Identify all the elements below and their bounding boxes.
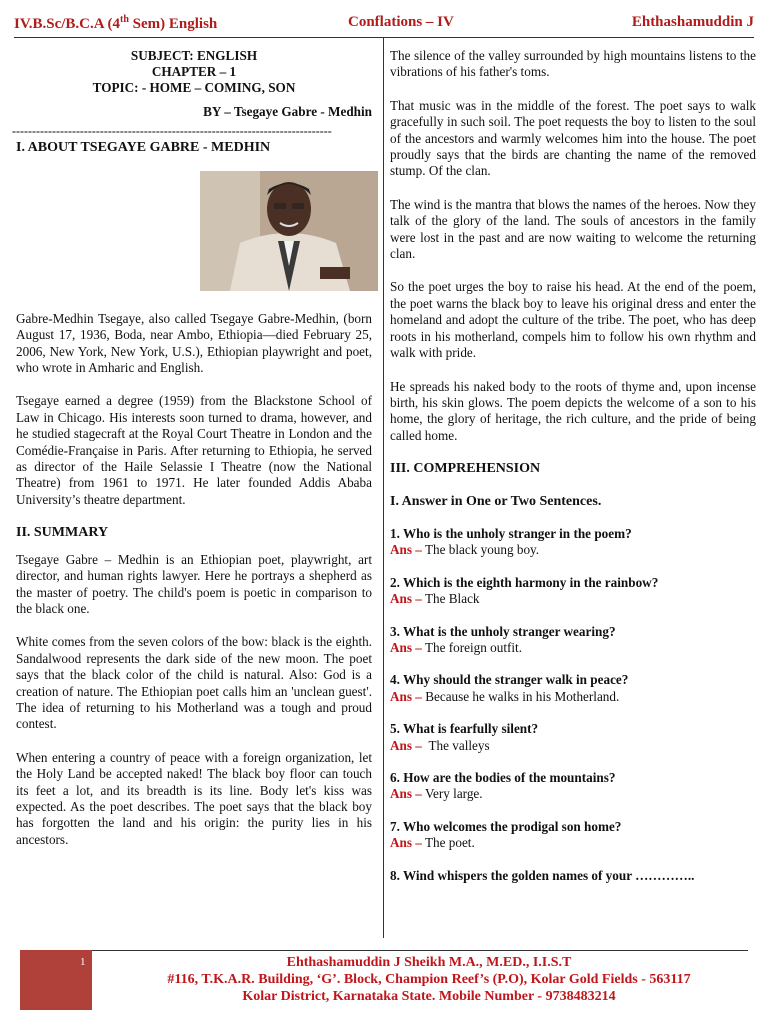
summary-paragraph-5: That music was in the middle of the forest. The poet says to walk gracefully in such soil. The poet requests the boy to listen to the soul of the ancestors and warmly welcomes him into the house. The poet proudly says that the birds are chanting the name of the removed stump. Of the clan. bbox=[390, 97, 756, 179]
question: 3. What is the unholy stranger wearing? bbox=[390, 623, 616, 639]
column-divider bbox=[383, 38, 384, 938]
question: 7. Who welcomes the prodigal son home? bbox=[390, 818, 622, 834]
summary-paragraph-6: The wind is the mantra that blows the names of the heroes. Now they talk of the glory of the land. The souls of ancestors in the family were lost in the past and are now waiting to welcome the returning clan. bbox=[390, 196, 756, 262]
about-paragraph-1: Gabre-Medhin Tsegaye, also called Tsegaye Gabre-Medhin, (born August 17, 1936, Boda, near Ambo, Ethiopia—died February 25, 2006, New York, New York, U.S.), Ethiopian playwright and poet, who wrote in Amharic and English. bbox=[16, 310, 372, 376]
topic-line: TOPIC: - HOME – COMING, SON bbox=[92, 80, 296, 95]
dashed-divider: -------------------------------------------------------------------------------- bbox=[12, 126, 332, 137]
footer-line-3: Kolar District, Karnataka State. Mobile Number - 9738483214 bbox=[242, 989, 616, 1004]
summary-paragraph-7: So the poet urges the boy to raise his head. At the end of the poem, the poet warns the black boy to leave his original dress and enter the homeland and adopt the culture of the tribe. The poet, who has deep roots in his motherland, compels him to follow his own rhythm and walk with pride. bbox=[390, 279, 756, 361]
answer: Ans – The black young boy. bbox=[390, 542, 540, 558]
ans-label: Ans – bbox=[390, 737, 422, 753]
question: 4. Why should the stranger walk in peace? bbox=[390, 672, 629, 688]
chapter-line: CHAPTER – 1 bbox=[151, 64, 237, 79]
header-title: Conflations – IV bbox=[348, 14, 454, 30]
ans-label: Ans – bbox=[390, 786, 422, 802]
answer: Ans – Because he walks in his Motherland. bbox=[390, 688, 620, 704]
ans-label: Ans – bbox=[390, 542, 422, 558]
page-footer bbox=[20, 950, 748, 1010]
question: 6. How are the bodies of the mountains? bbox=[390, 770, 616, 785]
section-heading-about: I. ABOUT TSEGAYE GABRE - MEDHIN bbox=[16, 140, 271, 156]
answer: Ans – The Black bbox=[390, 591, 480, 607]
answer: Ans – The foreign outfit. bbox=[390, 639, 522, 655]
right-column bbox=[390, 48, 756, 884]
left-column bbox=[12, 48, 372, 865]
page-number: 1 bbox=[80, 956, 86, 968]
answer: Ans – The valleys bbox=[390, 737, 490, 753]
question: 1. Who is the unholy stranger in the poem? bbox=[390, 525, 632, 541]
question: 2. Which is the eighth harmony in the rainbow? bbox=[390, 574, 659, 590]
ans-label: Ans – bbox=[390, 639, 422, 655]
footer-line-2: #116, T.K.A.R. Building, ‘G’. Block, Champion Reef’s (P.O), Kolar Gold Fields - 563117 bbox=[167, 972, 691, 987]
about-paragraph-2: Tsegaye earned a degree (1959) from the Blackstone School of Law in Chicago. His interests soon turned to drama, however, and he studied stagecraft at the Royal Court Theatre in London and the Comédie-Française in Paris. After returning to Ethiopia, he served as director of the Haile Selassie I Theatre (now the National Theatre) from 1961 to 1971. He later founded Addis Ababa University’s theatre department. bbox=[16, 393, 372, 507]
page-number-box bbox=[20, 950, 92, 1010]
ans-label: Ans – bbox=[390, 835, 422, 851]
qa-list bbox=[390, 526, 756, 884]
summary-paragraph-4: The silence of the valley surrounded by high mountains listens to the vibrations of his father's toms. bbox=[390, 48, 756, 80]
summary-paragraph-8: He spreads his naked body to the roots of thyme and, upon incense birth, his skin glows. The poem depicts the welcome of a son to his home, the glory of heritage, the rich culture, and the pride of being called home. bbox=[390, 378, 756, 443]
subheading-answer: I. Answer in One or Two Sentences. bbox=[390, 493, 602, 509]
section-heading-summary: II. SUMMARY bbox=[16, 525, 109, 541]
answer: Ans – Very large. bbox=[390, 786, 483, 802]
header-author: Ehthashamuddin J bbox=[631, 14, 754, 30]
ans-label: Ans – bbox=[390, 591, 422, 607]
section-heading-comprehension: III. COMPREHENSION bbox=[390, 461, 541, 477]
summary-paragraph-1: Tsegaye Gabre – Medhin is an Ethiopian poet, playwright, art director, and human rights lawyer. Here he portrays a shepherd as the master of poetry. The child's poem is poetic in comparison to the black one. bbox=[16, 551, 372, 616]
author-photo bbox=[200, 171, 378, 291]
question: 5. What is fearfully silent? bbox=[390, 721, 539, 737]
summary-paragraph-3: When entering a country of peace with a foreign organization, let the Holy Land be accepted naked! The black boy floor can touch its feet a lot, and its breadth is its line. Body let's kiss was expected. As the poet describes. The poet says that the black boy has forgotten the land and his origin: the purity lies in his ancestors. bbox=[16, 749, 372, 847]
page-header bbox=[14, 14, 754, 36]
footer-text bbox=[110, 954, 748, 1005]
answer: Ans – The poet. bbox=[390, 835, 475, 851]
summary-paragraph-2: White comes from the seven colors of the bow: black is the eighth. Sandalwood represents the dark side of the new moon. The poet says that the black color of the child is natural. Also: God is a creation of nature. The Ethiopian poet calls him an 'unclean guest'. The idea of returning to his Motherland was a tough and proud contest. bbox=[16, 634, 372, 732]
footer-line-1: Ehthashamuddin J Sheikh M.A., M.ED., I.I.S.T bbox=[286, 955, 572, 970]
byline: BY – Tsegaye Gabre - Medhin bbox=[203, 104, 372, 119]
ans-label: Ans – bbox=[390, 688, 422, 704]
question: 8. Wind whispers the golden names of your ………….. bbox=[390, 867, 695, 883]
subject-line: SUBJECT: ENGLISH bbox=[130, 48, 258, 63]
header-course: IV.B.Sc/B.C.A (4th Sem) English bbox=[14, 14, 218, 32]
header-divider bbox=[14, 37, 754, 38]
